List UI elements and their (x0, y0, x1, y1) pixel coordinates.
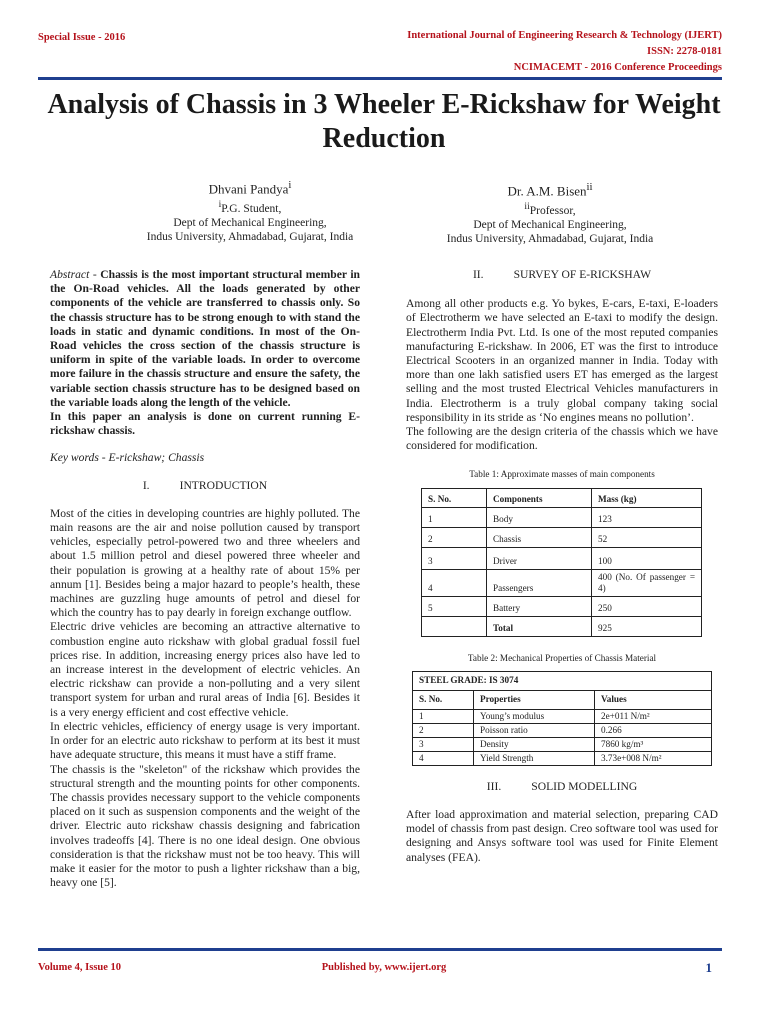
table-row (413, 737, 712, 751)
intro-paragraph: In electric vehicles, efficiency of energy usage is very important. In order for an electric auto rickshaw to perform at its best it must have adequate structure, this means it must have a stiff frame. (50, 719, 360, 762)
table-row (422, 596, 702, 616)
footer-rule (38, 948, 722, 951)
table-cell: 2e+011 N/m² (595, 709, 712, 723)
table-row (413, 723, 712, 737)
publisher: Published by, www.ijert.org (321, 962, 447, 973)
table-header-cell: Components (487, 488, 592, 507)
conference-name: NCIMACEMT - 2016 Conference Proceedings (513, 62, 722, 73)
table-header-cell: Values (595, 690, 712, 709)
journal-header (407, 28, 722, 76)
table-row (422, 569, 702, 596)
section-number: I. (142, 478, 150, 492)
table-cell: 100 (592, 547, 702, 569)
table-row (413, 709, 712, 723)
table-cell: Chassis (487, 527, 592, 547)
table-row (422, 507, 702, 527)
author-dept: Dept of Mechanical Engineering, (473, 219, 627, 232)
abstract-label: Abstract - (50, 268, 97, 281)
page-number: 1 (705, 960, 712, 975)
table-row (422, 547, 702, 569)
table2-caption: Table 2: Mechanical Properties of Chassis Material (467, 652, 657, 663)
table-total-row (422, 616, 702, 636)
table-cell: 5 (422, 596, 487, 616)
table-cell: Battery (487, 596, 592, 616)
author-role: P.G. Student, (221, 203, 282, 216)
table-cell: 3 (413, 737, 474, 751)
author-block-2 (410, 178, 690, 246)
table-header-row (422, 488, 702, 507)
survey-paragraph: Among all other products e.g. Yo bykes, E-cars, E-taxi, E-loaders of Electrotherm we have selected an E-taxi to modify the design. Electrotherm India Pvt. Ltd. Is one of the most reputed companies manufacturing E-rickshaw. In 2006, ET was the first to introduce Electrical Scooters in an organized manner in India. Today with more than one lakh satisfied users ET has emerged as the largest selling and the most trusted Electrical Vehicles manufacturers in India. Electrotherm is a truly global company taking social responsibility in its stride as ‘No engines means no pollution’. (406, 297, 718, 424)
table-grade-row (413, 671, 712, 690)
table-cell: 52 (592, 527, 702, 547)
intro-paragraph: Electric drive vehicles are becoming an attractive alternative to combustion engine auto rickshaw with global gradual fossil fuel prices rise. In addition, increasing energy prices also have led to an increase interest in the development of electric vehicles. An electric rickshaw can provide a non-polluting and a very silent transport system for urban and rural areas of India [6]. Besides it is a very energy efficient and cost effective vehicle. (50, 620, 360, 719)
table-cell: 1 (422, 507, 487, 527)
table-cell: Poisson ratio (474, 723, 595, 737)
solid-modelling-paragraph: After load approximation and material selection, preparing CAD model of chassis from past design. Creo software tool was used for designing and Ansys software tool was used for Finite Element analyses (FEA). (406, 808, 718, 864)
section-number: II. (472, 268, 484, 281)
paper-title: Analysis of Chassis in 3 Wheeler E-Rickshaw for Weight Reduction (47, 89, 721, 154)
keywords: Key words - E-rickshaw; Chassis (50, 451, 205, 465)
intro-paragraph: The chassis is the "skeleton" of the rickshaw which provides the structural strength and the mounting points for other components. The chassis provides necessary support to the vehicle components placed on it such as suspension components and the weight of the driver. Electric auto rickshaw chassis designing and fabrication involves tradeoffs [4]. There is no one ideal design. One obvious consideration is that the rickshaw must not be too heavy. This will make it easier for the motor to push a lighter rickshaw than a big, heavy one [5]. (50, 762, 360, 890)
table-cell: 4 (413, 751, 474, 765)
table-cell: Density (474, 737, 595, 751)
author-role: Professor, (529, 205, 576, 218)
author-affiliation: Indus University, Ahmadabad, Gujarat, India (146, 231, 354, 244)
material-table (412, 671, 712, 766)
table-header-cell: S. No. (422, 488, 487, 507)
table-cell: Yield Strength (474, 751, 595, 765)
table-cell: 0.266 (595, 723, 712, 737)
section-title: SOLID MODELLING (531, 779, 638, 793)
journal-issn: ISSN: 2278-0181 (647, 46, 722, 57)
table-cell: Driver (487, 547, 592, 569)
table-cell: 2 (413, 723, 474, 737)
table-header-cell: Mass (kg) (592, 488, 702, 507)
table-cell: Passengers (487, 569, 592, 596)
table-cell: 3.73e+008 N/m² (595, 751, 712, 765)
journal-issue-label: Special Issue - 2016 (38, 32, 126, 43)
abstract-text-2: In this paper an analysis is done on current running E-rickshaw chassis. (50, 410, 360, 438)
survey-paragraph: The following are the design criteria of the chassis which we have considered for modification. (406, 425, 718, 453)
left-column (50, 268, 360, 890)
table-header-cell: S. No. (413, 690, 474, 709)
abstract-text: Chassis is the most important structural member in the On-Road vehicles. All the loads generated by other components of the vehicle are transferred to chassis only. So the chassis structure has to be strong enough to with stand the loads in static and dynamic conditions. In most of the On-Road vehicles the cross section of the chassis structure is uniform in spite of the variable loads. In order to overcome more failure in the chassis structure and ensure the safety, the variable section chassis structure has to be designed based on the variable loads along the length of the vehicle. (50, 268, 360, 409)
author-block-1 (110, 176, 390, 244)
author-dept: Dept of Mechanical Engineering, (173, 217, 327, 230)
table-cell (422, 616, 487, 636)
table-cell: Young’s modulus (474, 709, 595, 723)
section-heading-survey (406, 268, 718, 282)
role-sup: ii (524, 201, 530, 213)
intro-paragraph: Most of the cities in developing countries are highly polluted. The main reasons are the air and noise pollution caused by transport vehicles, especially petrol-powered two and three wheelers and about 1.5 million petrol and diesel powered three wheeler and their population is growing at a healthy rate of about 15% per annum [1]. Besides being a major hazard to people’s health, these machines are guzzling huge amounts of petrol and diesel for which the country has to pay dearly in foreign exchange outflow. (50, 506, 360, 620)
table-row (413, 751, 712, 765)
role-sup: i (218, 199, 222, 211)
section-number: III. (486, 779, 502, 793)
header-rule (38, 77, 722, 80)
section-heading-solid-modelling (406, 780, 718, 794)
abstract (50, 268, 360, 410)
author-name: Dhvani Pandya (208, 181, 289, 197)
table-header-row (413, 690, 712, 709)
table-cell: 3 (422, 547, 487, 569)
table-cell: 250 (592, 596, 702, 616)
section-title: INTRODUCTION (179, 478, 268, 492)
author-affiliation: Indus University, Ahmadabad, Gujarat, India (446, 233, 654, 246)
table-cell: 4 (422, 569, 487, 596)
section-title: SURVEY OF E-RICKSHAW (513, 268, 652, 281)
author-name: Dr. A.M. Bisen (507, 183, 587, 199)
author-sup: i (288, 179, 292, 191)
author-sup: ii (586, 181, 593, 193)
volume-issue: Volume 4, Issue 10 (38, 962, 122, 973)
right-column (406, 268, 718, 865)
table-cell: 400 (No. Of passenger = 4) (592, 569, 702, 596)
table-row (422, 527, 702, 547)
masses-table (421, 488, 702, 637)
table-header-cell: Properties (474, 690, 595, 709)
table-cell: Body (487, 507, 592, 527)
table1-caption: Table 1: Approximate masses of main components (469, 469, 655, 480)
table-cell: 7860 kg/m³ (595, 737, 712, 751)
section-heading-intro (50, 479, 360, 493)
table-cell: 1 (413, 709, 474, 723)
table-cell: 925 (592, 616, 702, 636)
table-cell: 123 (592, 507, 702, 527)
steel-grade: STEEL GRADE: IS 3074 (413, 671, 712, 690)
table-cell: 2 (422, 527, 487, 547)
journal-name: International Journal of Engineering Research & Technology (IJERT) (407, 30, 722, 41)
table-cell: Total (487, 616, 592, 636)
